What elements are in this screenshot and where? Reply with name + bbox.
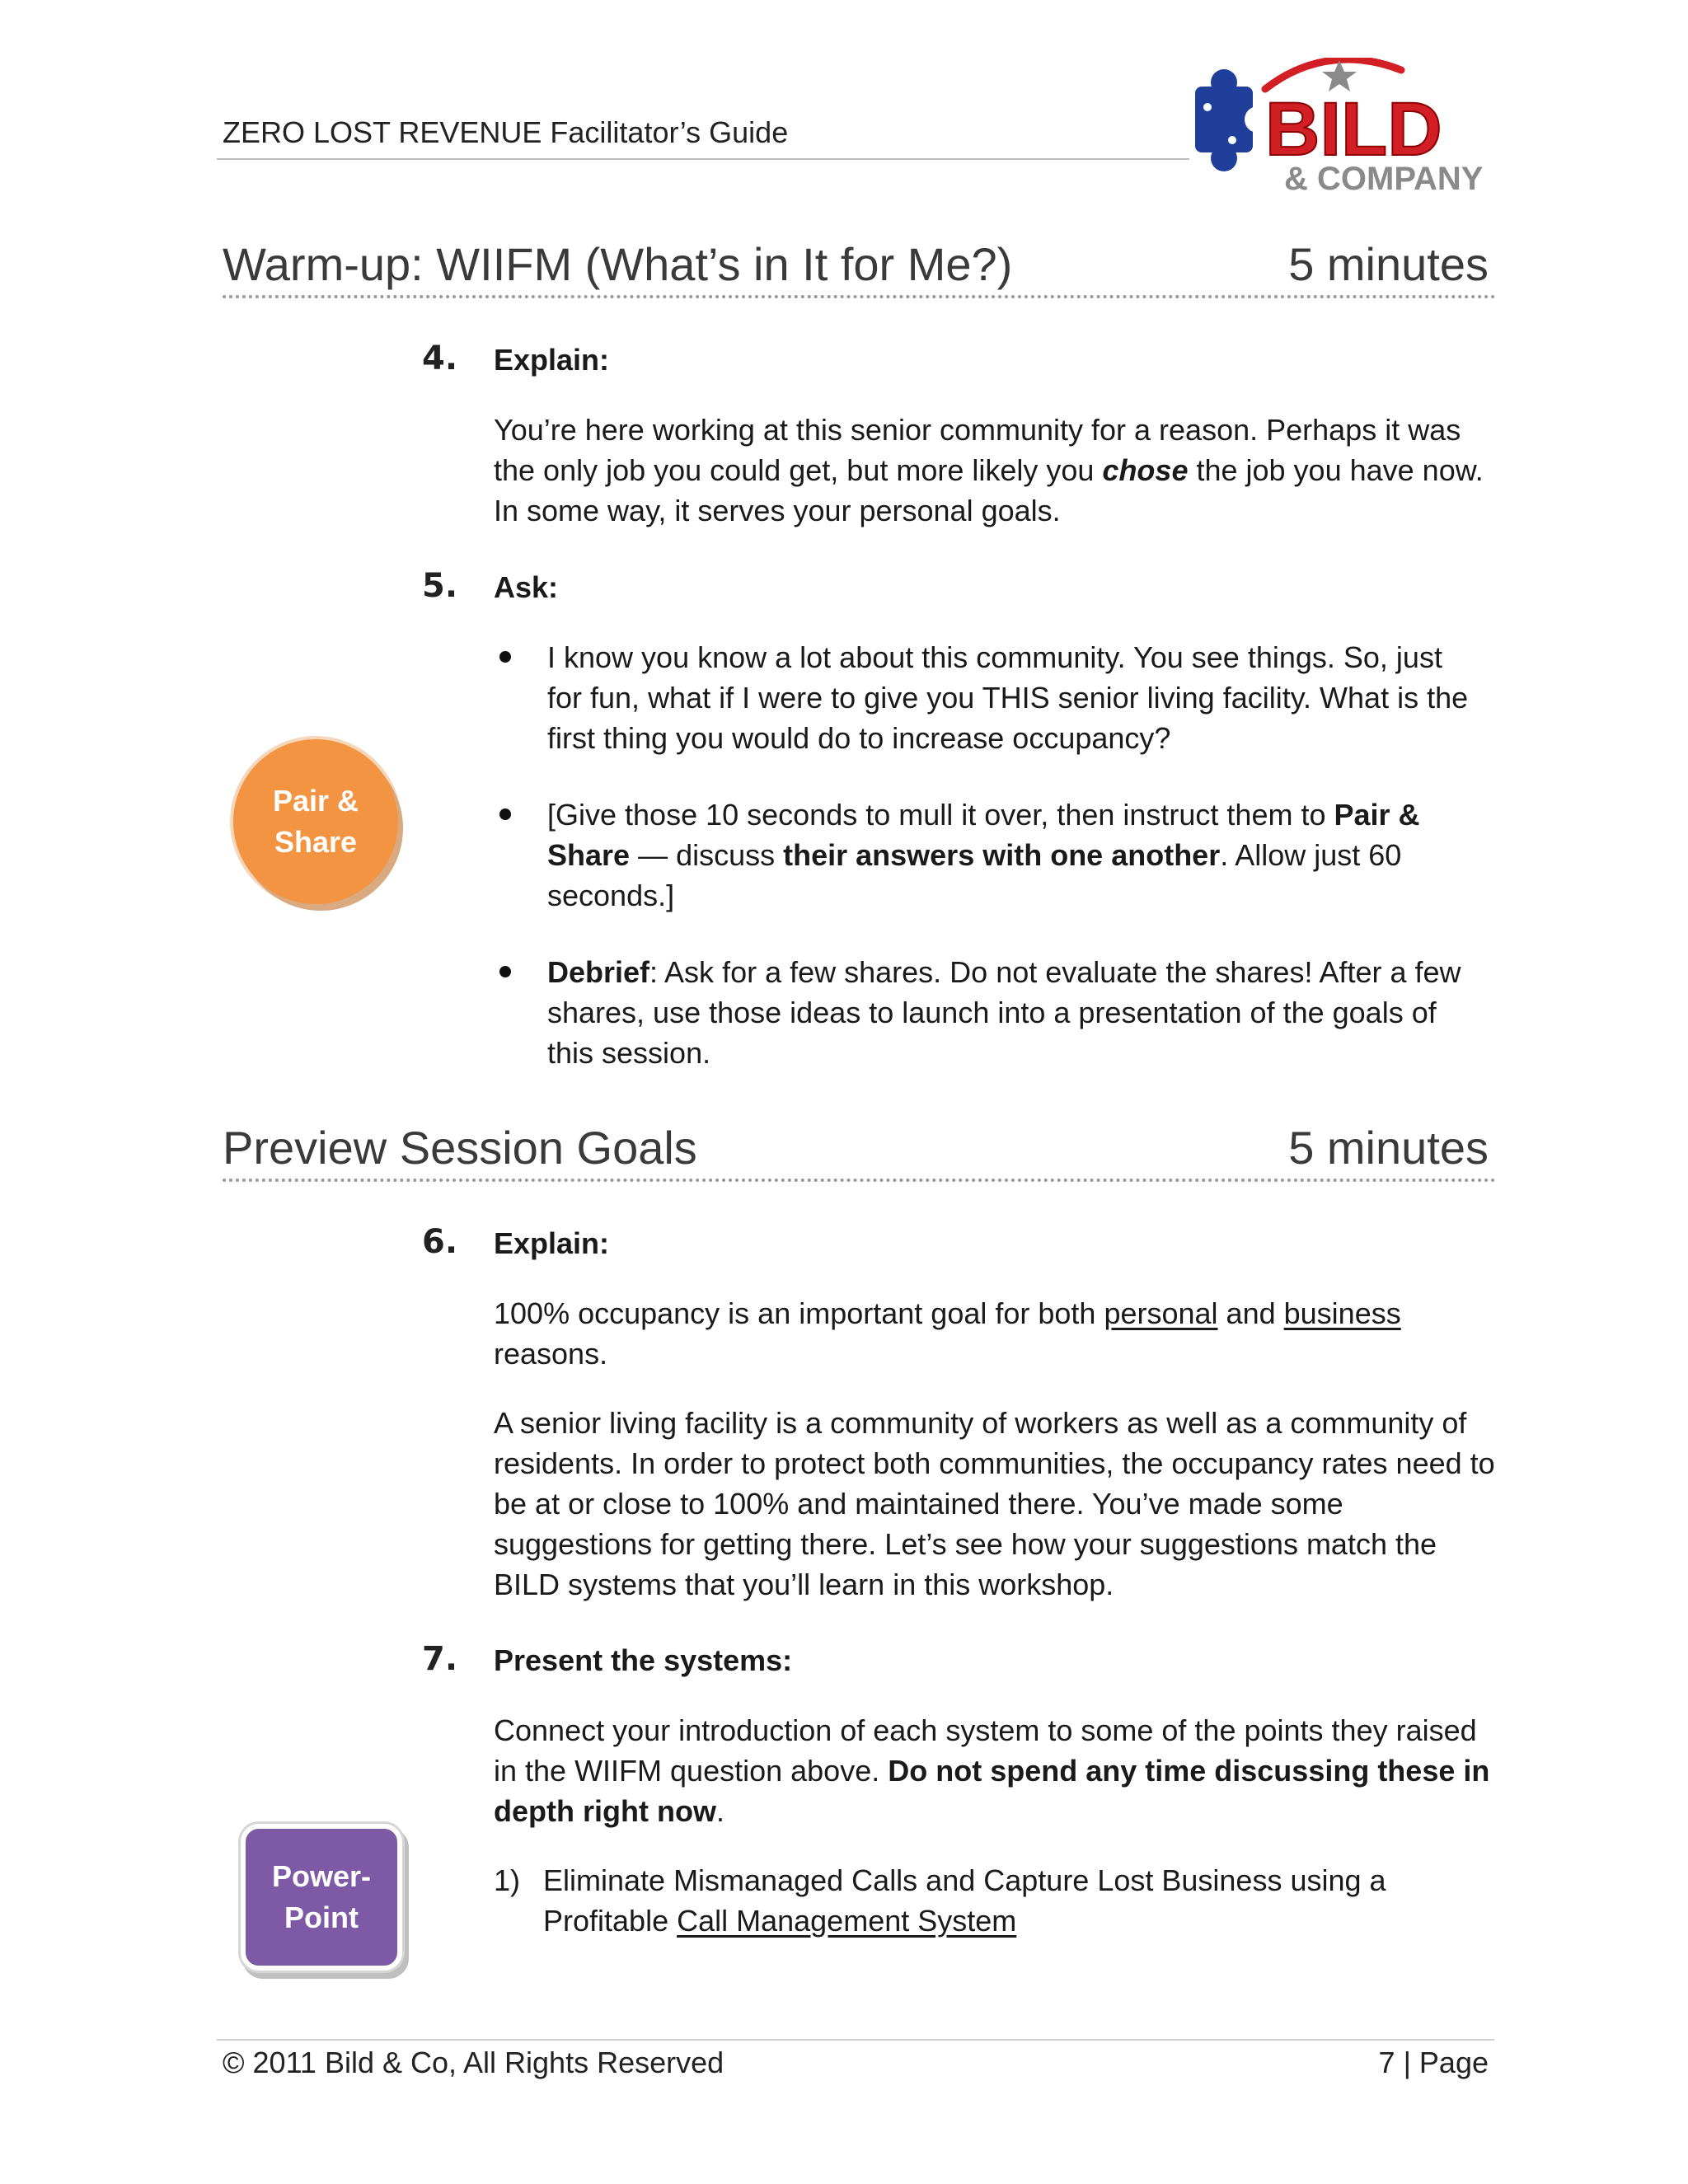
- step-label: Explain:: [494, 1226, 610, 1260]
- footer-copyright: © 2011 Bild & Co, All Rights Reserved: [223, 2046, 724, 2079]
- section-title-preview: Preview Session Goals: [223, 1122, 697, 1174]
- step-6-paragraph: 100% occupancy is an important goal for both personal and business reasons.: [494, 1296, 1401, 1371]
- step-label: Explain:: [494, 343, 610, 377]
- numbered-item: Eliminate Mismanaged Calls and Capture Lost Business using a Profitable Call Management System: [543, 1863, 1386, 1938]
- bullet-item: Debrief: Ask for a few shares. Do not evaluate the shares! After a few shares, use those ideas to launch into a presentation of the goals of this session.: [547, 955, 1461, 1070]
- footer-divider: [217, 2039, 1494, 2041]
- powerpoint-badge: [241, 1824, 402, 1971]
- badge-label: Pair & Share: [272, 784, 359, 859]
- step-label: Ask:: [494, 570, 559, 604]
- section-divider: [223, 1179, 1496, 1182]
- step-4-paragraph: You’re here working at this senior community for a reason. Perhaps it was the only job you could get, but more likely you chose the job you have now. In some way, it serves your personal goals.: [494, 413, 1484, 527]
- bild-company-logo: [1187, 58, 1500, 194]
- bullet-point: [499, 651, 511, 663]
- bullet-item: I know you know a lot about this community. You see things. So, just for fun, what if I were to give you THIS senior living facility. What is the first thing you would do to increase occupancy?: [547, 640, 1469, 755]
- section-duration-warmup: 5 minutes: [1288, 238, 1489, 290]
- bullet-point: [499, 808, 511, 820]
- step-number: 5.: [422, 567, 458, 605]
- svg-text:BILD: BILD: [1265, 87, 1442, 171]
- numbered-item-marker: 1): [494, 1863, 521, 1897]
- step-7-paragraph: Connect your introduction of each system to some of the points they raised in the WIIFM question above. Do not spend any time discussing these in depth right now.: [494, 1713, 1490, 1828]
- step-number: 6.: [422, 1223, 458, 1261]
- bullet-point: [499, 966, 511, 977]
- badge-label: Power-Point: [271, 1859, 372, 1934]
- logo-graphic: [1187, 58, 1500, 194]
- document-header-title: ZERO LOST REVENUE Facilitator’s Guide: [223, 115, 789, 149]
- step-6-paragraph: A senior living facility is a community of workers as well as a community of residents. In order to protect both communities, the occupancy rates need to be at or close to 100% and maintained there. You’ve made some suggestions for getting there. Let’s see how your suggestions match the BILD systems that you’ll learn in this workshop.: [494, 1406, 1495, 1601]
- header-divider: [217, 158, 1189, 160]
- pair-share-badge: [233, 739, 398, 904]
- step-number: 7.: [422, 1640, 458, 1678]
- svg-text:& COMPANY: & COMPANY: [1284, 161, 1484, 194]
- bullet-item: [Give those 10 seconds to mull it over, then instruct them to Pair & Share — discuss their answers with one another. Allow just 60 seconds.]: [547, 798, 1420, 912]
- step-label: Present the systems:: [494, 1643, 793, 1677]
- footer-page-number: 7 | Page: [1378, 2046, 1489, 2079]
- step-number: 4.: [422, 340, 458, 377]
- puzzle-piece-icon: [1195, 69, 1271, 171]
- section-title-warmup: Warm-up: WIIFM (What’s in It for Me?): [223, 238, 1013, 290]
- section-divider: [223, 295, 1496, 298]
- section-duration-preview: 5 minutes: [1288, 1122, 1489, 1174]
